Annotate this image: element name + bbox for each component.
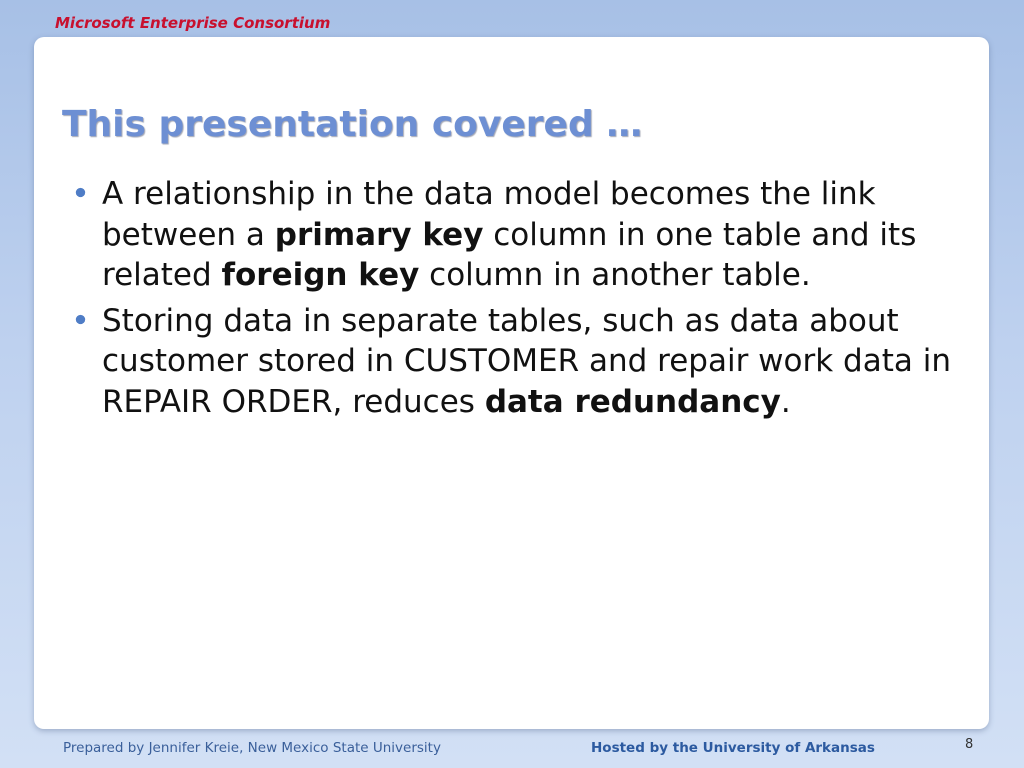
footer-author: Prepared by Jennifer Kreie, New Mexico State University — [63, 740, 441, 756]
bullet-item-storing — [72, 301, 972, 423]
consortium-brand: Microsoft Enterprise Consortium — [55, 14, 331, 32]
bullet-dot-icon — [76, 314, 85, 323]
term-data-redundancy: data redundancy — [484, 383, 781, 420]
bullet-text: column in one table and its related — [102, 216, 917, 293]
term-foreign-key: foreign key — [221, 257, 420, 293]
term-primary-key: primary key — [274, 216, 484, 253]
bullet-list — [72, 174, 972, 427]
bullet-text: Storing data in separate tables, such as data about customer stored in CUSTOMER and repair work data in REPAIR ORDER, reduces — [102, 302, 951, 420]
bullet-text: column in another table. — [419, 257, 811, 293]
bullet-text: . — [780, 383, 791, 420]
bullet-text: A relationship in the data model becomes the link between a — [102, 176, 876, 253]
bullet-item-relationship — [72, 174, 972, 296]
slide-title: This presentation covered … — [62, 104, 643, 145]
page-number: 8 — [965, 737, 974, 752]
bullet-dot-icon — [76, 188, 85, 197]
footer-host: Hosted by the University of Arkansas — [591, 740, 875, 756]
